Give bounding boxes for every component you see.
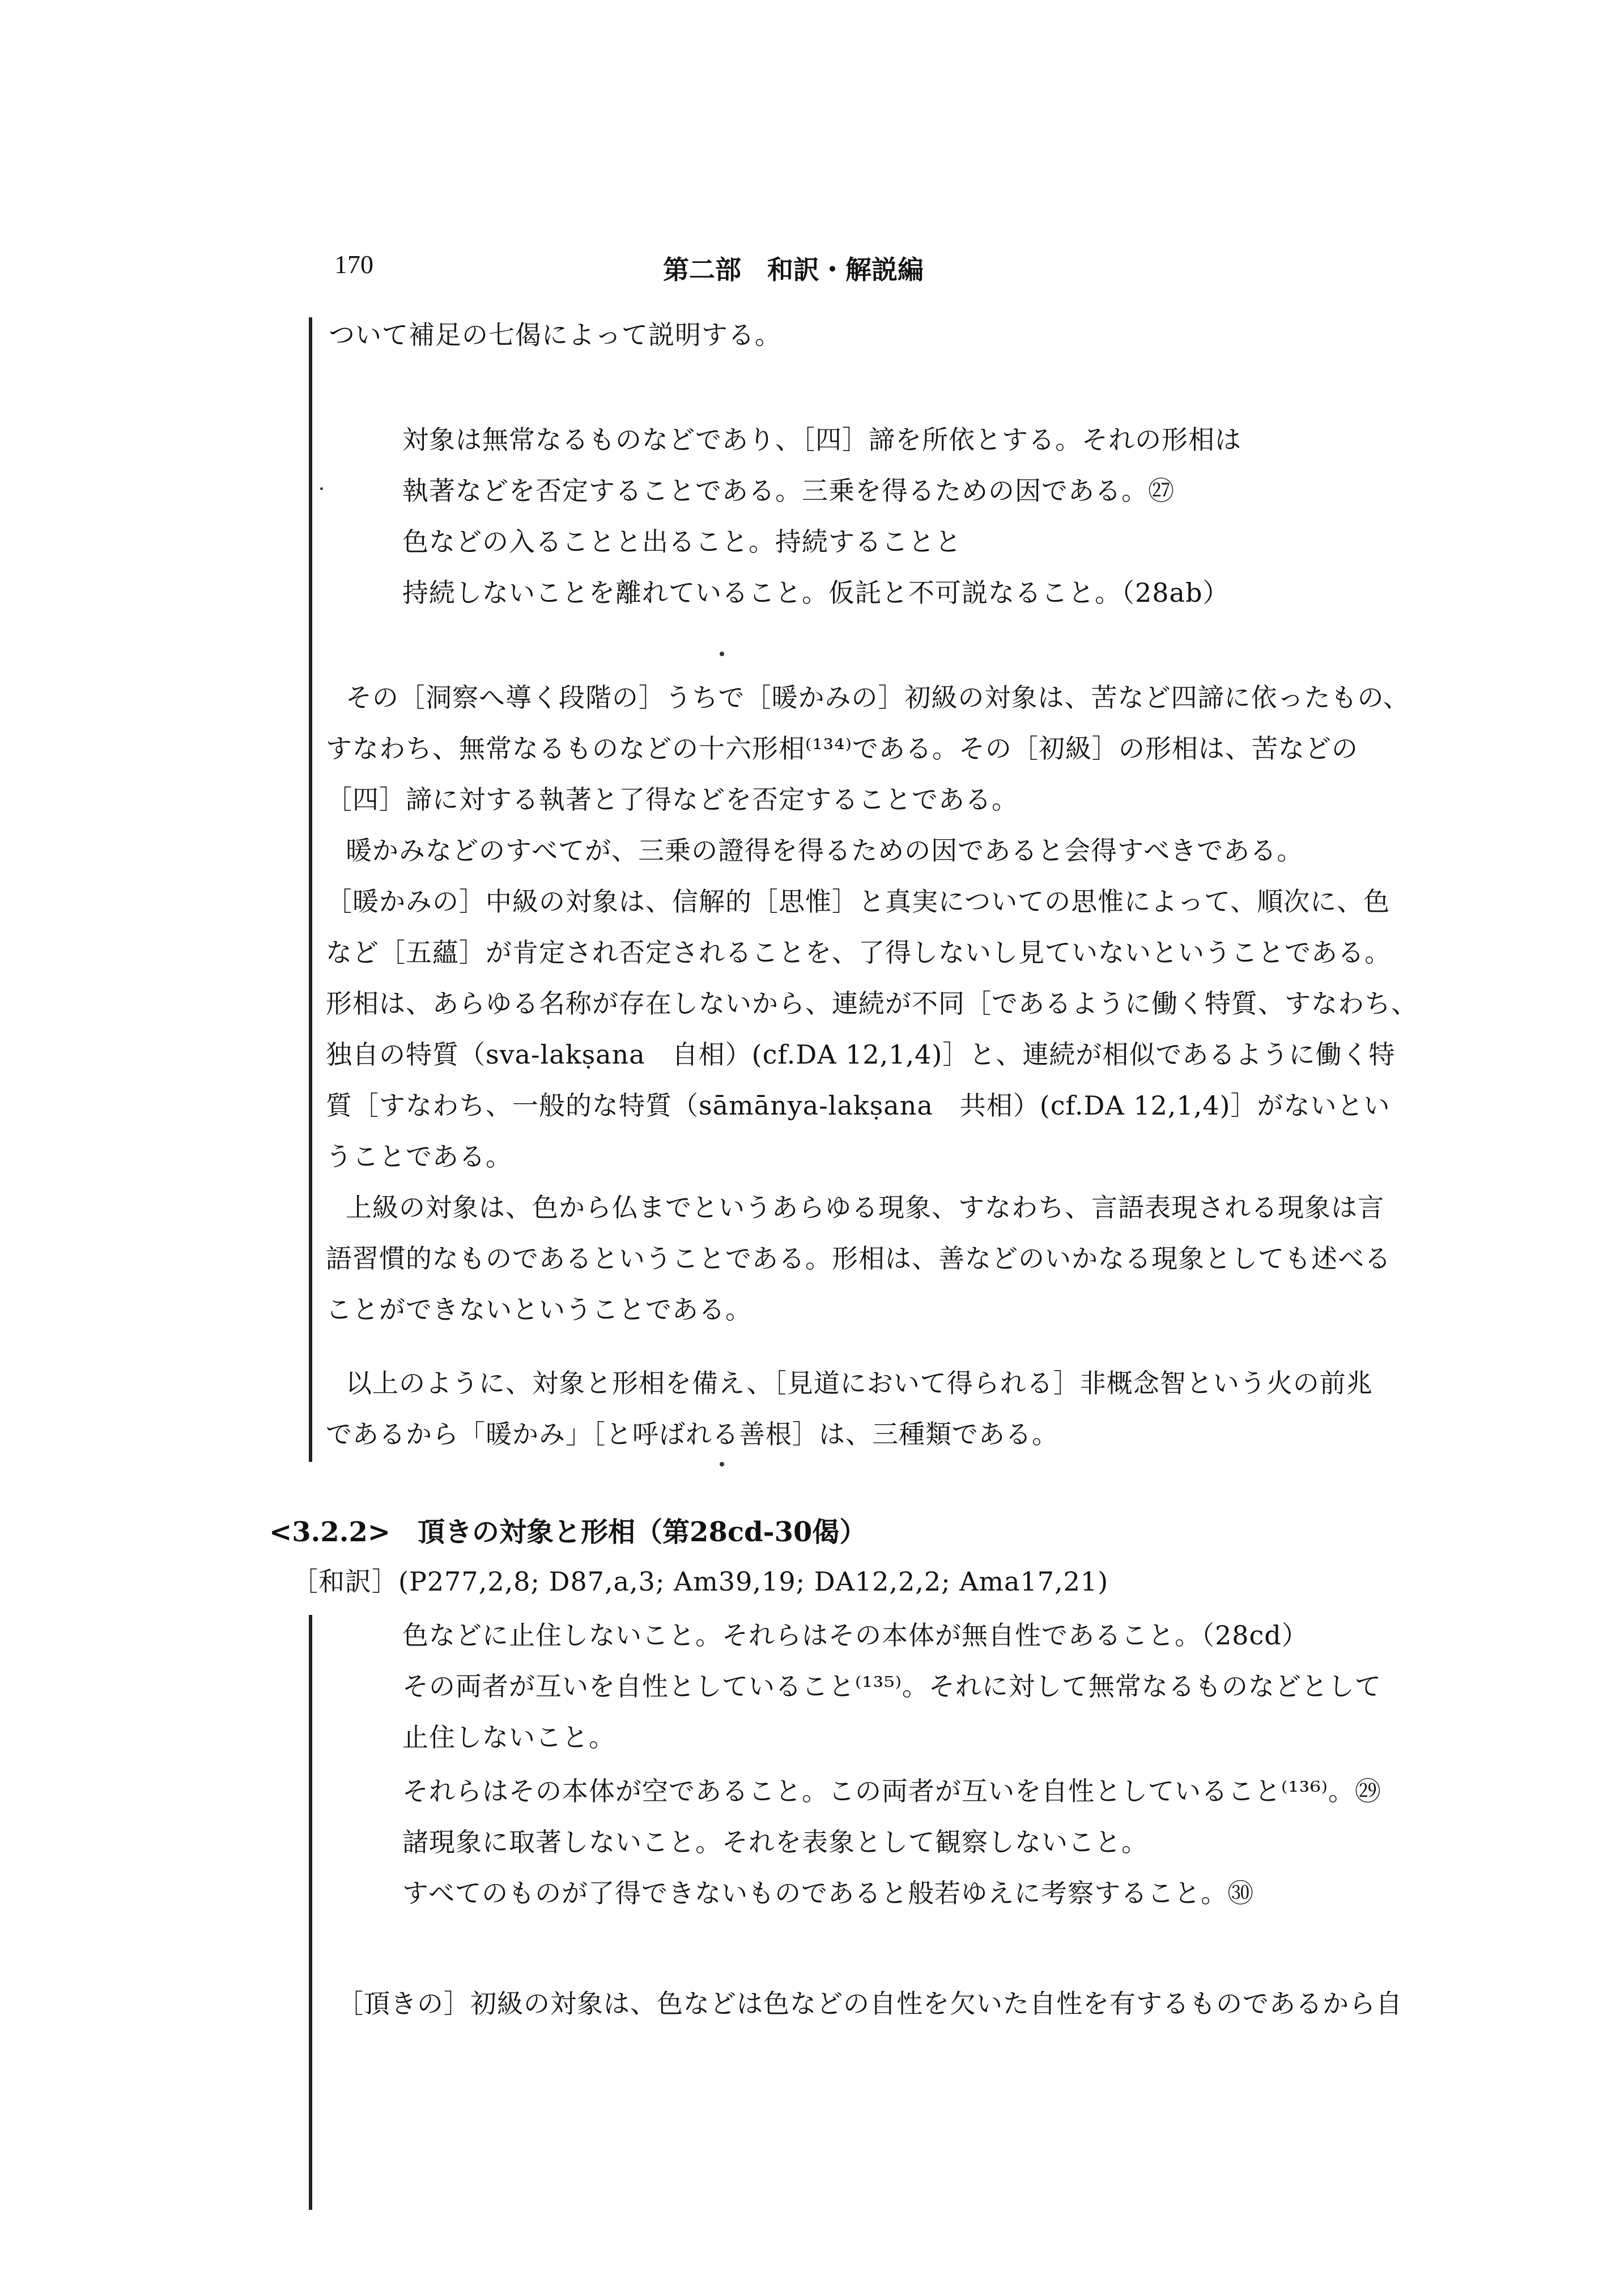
commentary-line: 形相は、あらゆる名称が存在しないから、連続が不同［であるように働く特質、すなわち、: [326, 988, 1418, 1019]
scan-speck: [720, 1462, 724, 1466]
verse-line: 色などの入ることと出ること。持続することと: [402, 526, 962, 557]
commentary-line: など［五蘊］が肯定され否定されることを、了得しないし見ていないということである。: [326, 937, 1391, 968]
intro-line: ついて補足の七偈によって説明する。: [329, 320, 781, 350]
verse-line: それらはその本体が空であること。この両者が互いを自性としていること⁽¹³⁶⁾。㉙: [402, 1776, 1381, 1806]
verse-line: その両者が互いを自性としていること⁽¹³⁵⁾。それに対して無常なるものなどとして: [402, 1671, 1381, 1702]
commentary-line: 上級の対象は、色から仏までというあらゆる現象、すなわち、言語表現される現象は言: [346, 1192, 1384, 1223]
commentary-line: 語習慣的なものであるということである。形相は、善などのいかなる現象としても述べる: [326, 1243, 1391, 1274]
commentary-line: うことである。: [326, 1141, 512, 1172]
commentary-line: ことができないということである。: [326, 1294, 752, 1325]
verse-line: 執著などを否定することである。三乗を得るための因である。㉗: [402, 475, 1175, 506]
section-heading: <3.2.2> 頂きの対象と形相（第28cd-30偈）: [269, 1516, 867, 1548]
scan-speck: [720, 652, 724, 656]
margin-rule-top: [309, 317, 312, 1462]
scan-speck: [320, 487, 323, 490]
running-head: 第二部 和訳・解説編: [663, 254, 924, 285]
verse-line: 止住しないこと。: [402, 1722, 615, 1753]
commentary-line: であるから「暖かみ」［と呼ばれる善根］は、三種類である。: [326, 1419, 1058, 1449]
commentary-line: 暖かみなどのすべてが、三乗の證得を得るための因であると会得すべきである。: [346, 835, 1304, 866]
verse-line: 対象は無常なるものなどであり、［四］諦を所依とする。それの形相は: [402, 424, 1242, 455]
commentary-line: 質［すなわち、一般的な特質（sāmānya-lakṣana 共相）(cf.DA 12,1,4)］がないとい: [326, 1090, 1391, 1121]
translation-label: ［和訳］(P277,2,8; D87,a,3; Am39,19; DA12,2,2; Ama17,21): [292, 1566, 1109, 1597]
commentary-line: ［頂きの］初級の対象は、色などは色などの自性を欠いた自性を有するものであるから自: [337, 1988, 1402, 2019]
verse-line: すべてのものが了得できないものであると般若ゆえに考察すること。㉚: [402, 1878, 1255, 1908]
verse-line: 諸現象に取著しないこと。それを表象として観察しないこと。: [402, 1827, 1148, 1857]
commentary-line: 独自の特質（sva-lakṣana 自相）(cf.DA 12,1,4)］と、連続が相似であるように働く特: [326, 1039, 1396, 1070]
commentary-line: ［暖かみの］中級の対象は、信解的［思惟］と真実についての思惟によって、順次に、色: [326, 886, 1391, 917]
verse-line: 持続しないことを離れていること。仮託と不可説なること。（28ab）: [402, 577, 1230, 608]
commentary-line: 以上のように、対象と形相を備え、［見道において得られる］非概念智という火の前兆: [346, 1368, 1373, 1398]
page-number: 170: [334, 250, 373, 279]
verse-line: 色などに止住しないこと。それらはその本体が無自性であること。（28cd）: [402, 1620, 1308, 1651]
commentary-line: ［四］諦に対する執著と了得などを否定することである。: [326, 784, 1018, 815]
margin-rule-bottom: [309, 1615, 312, 2210]
commentary-line: その［洞察へ導く段階の］うちで［暖かみの］初級の対象は、苦など四諦に依ったもの、: [346, 682, 1410, 713]
commentary-line: すなわち、無常なるものなどの十六形相⁽¹³⁴⁾である。その［初級］の形相は、苦などの: [326, 733, 1358, 764]
